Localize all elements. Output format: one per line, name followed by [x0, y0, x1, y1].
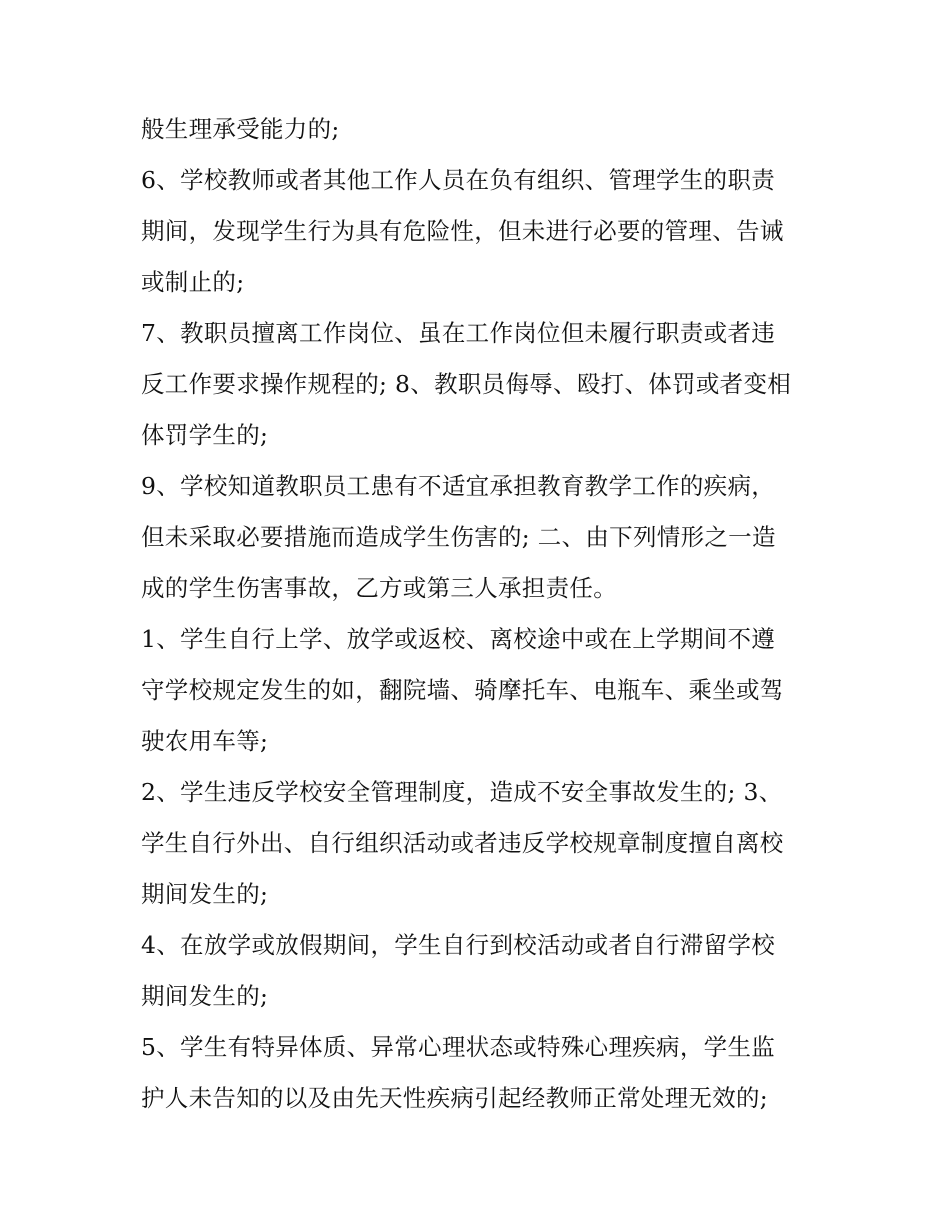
text-line: 反工作要求操作规程的; 8、教职员侮辱、殴打、体罚或者变相: [141, 370, 792, 398]
text-line: 般生理承受能力的;: [141, 115, 340, 143]
text-line: 9、学校知道教职员工患有不适宜承担教育教学工作的疾病，: [141, 472, 776, 500]
text-line: 驶农用车等;: [141, 727, 269, 755]
text-line: 5、学生有特异体质、异常心理状态或特殊心理疾病，学生监: [141, 1033, 776, 1061]
text-line: 1、学生自行上学、放学或返校、离校途中或在上学期间不遵: [141, 625, 776, 653]
text-line: 护人未告知的以及由先天性疾病引起经教师正常处理无效的;: [141, 1084, 769, 1112]
text-line: 成的学生伤害事故，乙方或第三人承担责任。: [141, 574, 617, 602]
text-line: 或制止的;: [141, 268, 245, 296]
text-line: 但未采取必要措施而造成学生伤害的; 二、由下列情形之一造: [141, 523, 776, 551]
text-line: 6、学校教师或者其他工作人员在负有组织、管理学生的职责: [141, 166, 776, 194]
text-line: 期间，发现学生行为具有危险性，但未进行必要的管理、告诫: [141, 217, 784, 245]
text-line: 4、在放学或放假期间，学生自行到校活动或者自行滞留学校: [141, 931, 776, 959]
text-line: 期间发生的;: [141, 880, 269, 908]
text-line: 7、教职员擅离工作岗位、虽在工作岗位但未履行职责或者违: [141, 319, 776, 347]
text-line: 期间发生的;: [141, 982, 269, 1010]
text-line: 2、学生违反学校安全管理制度，造成不安全事故发生的; 3、: [141, 778, 783, 806]
document-body: [141, 104, 831, 1124]
text-line: 体罚学生的;: [141, 421, 269, 449]
text-line: 守学校规定发生的如，翻院墙、骑摩托车、电瓶车、乘坐或驾: [141, 676, 784, 704]
text-line: 学生自行外出、自行组织活动或者违反学校规章制度擅自离校: [141, 829, 784, 857]
